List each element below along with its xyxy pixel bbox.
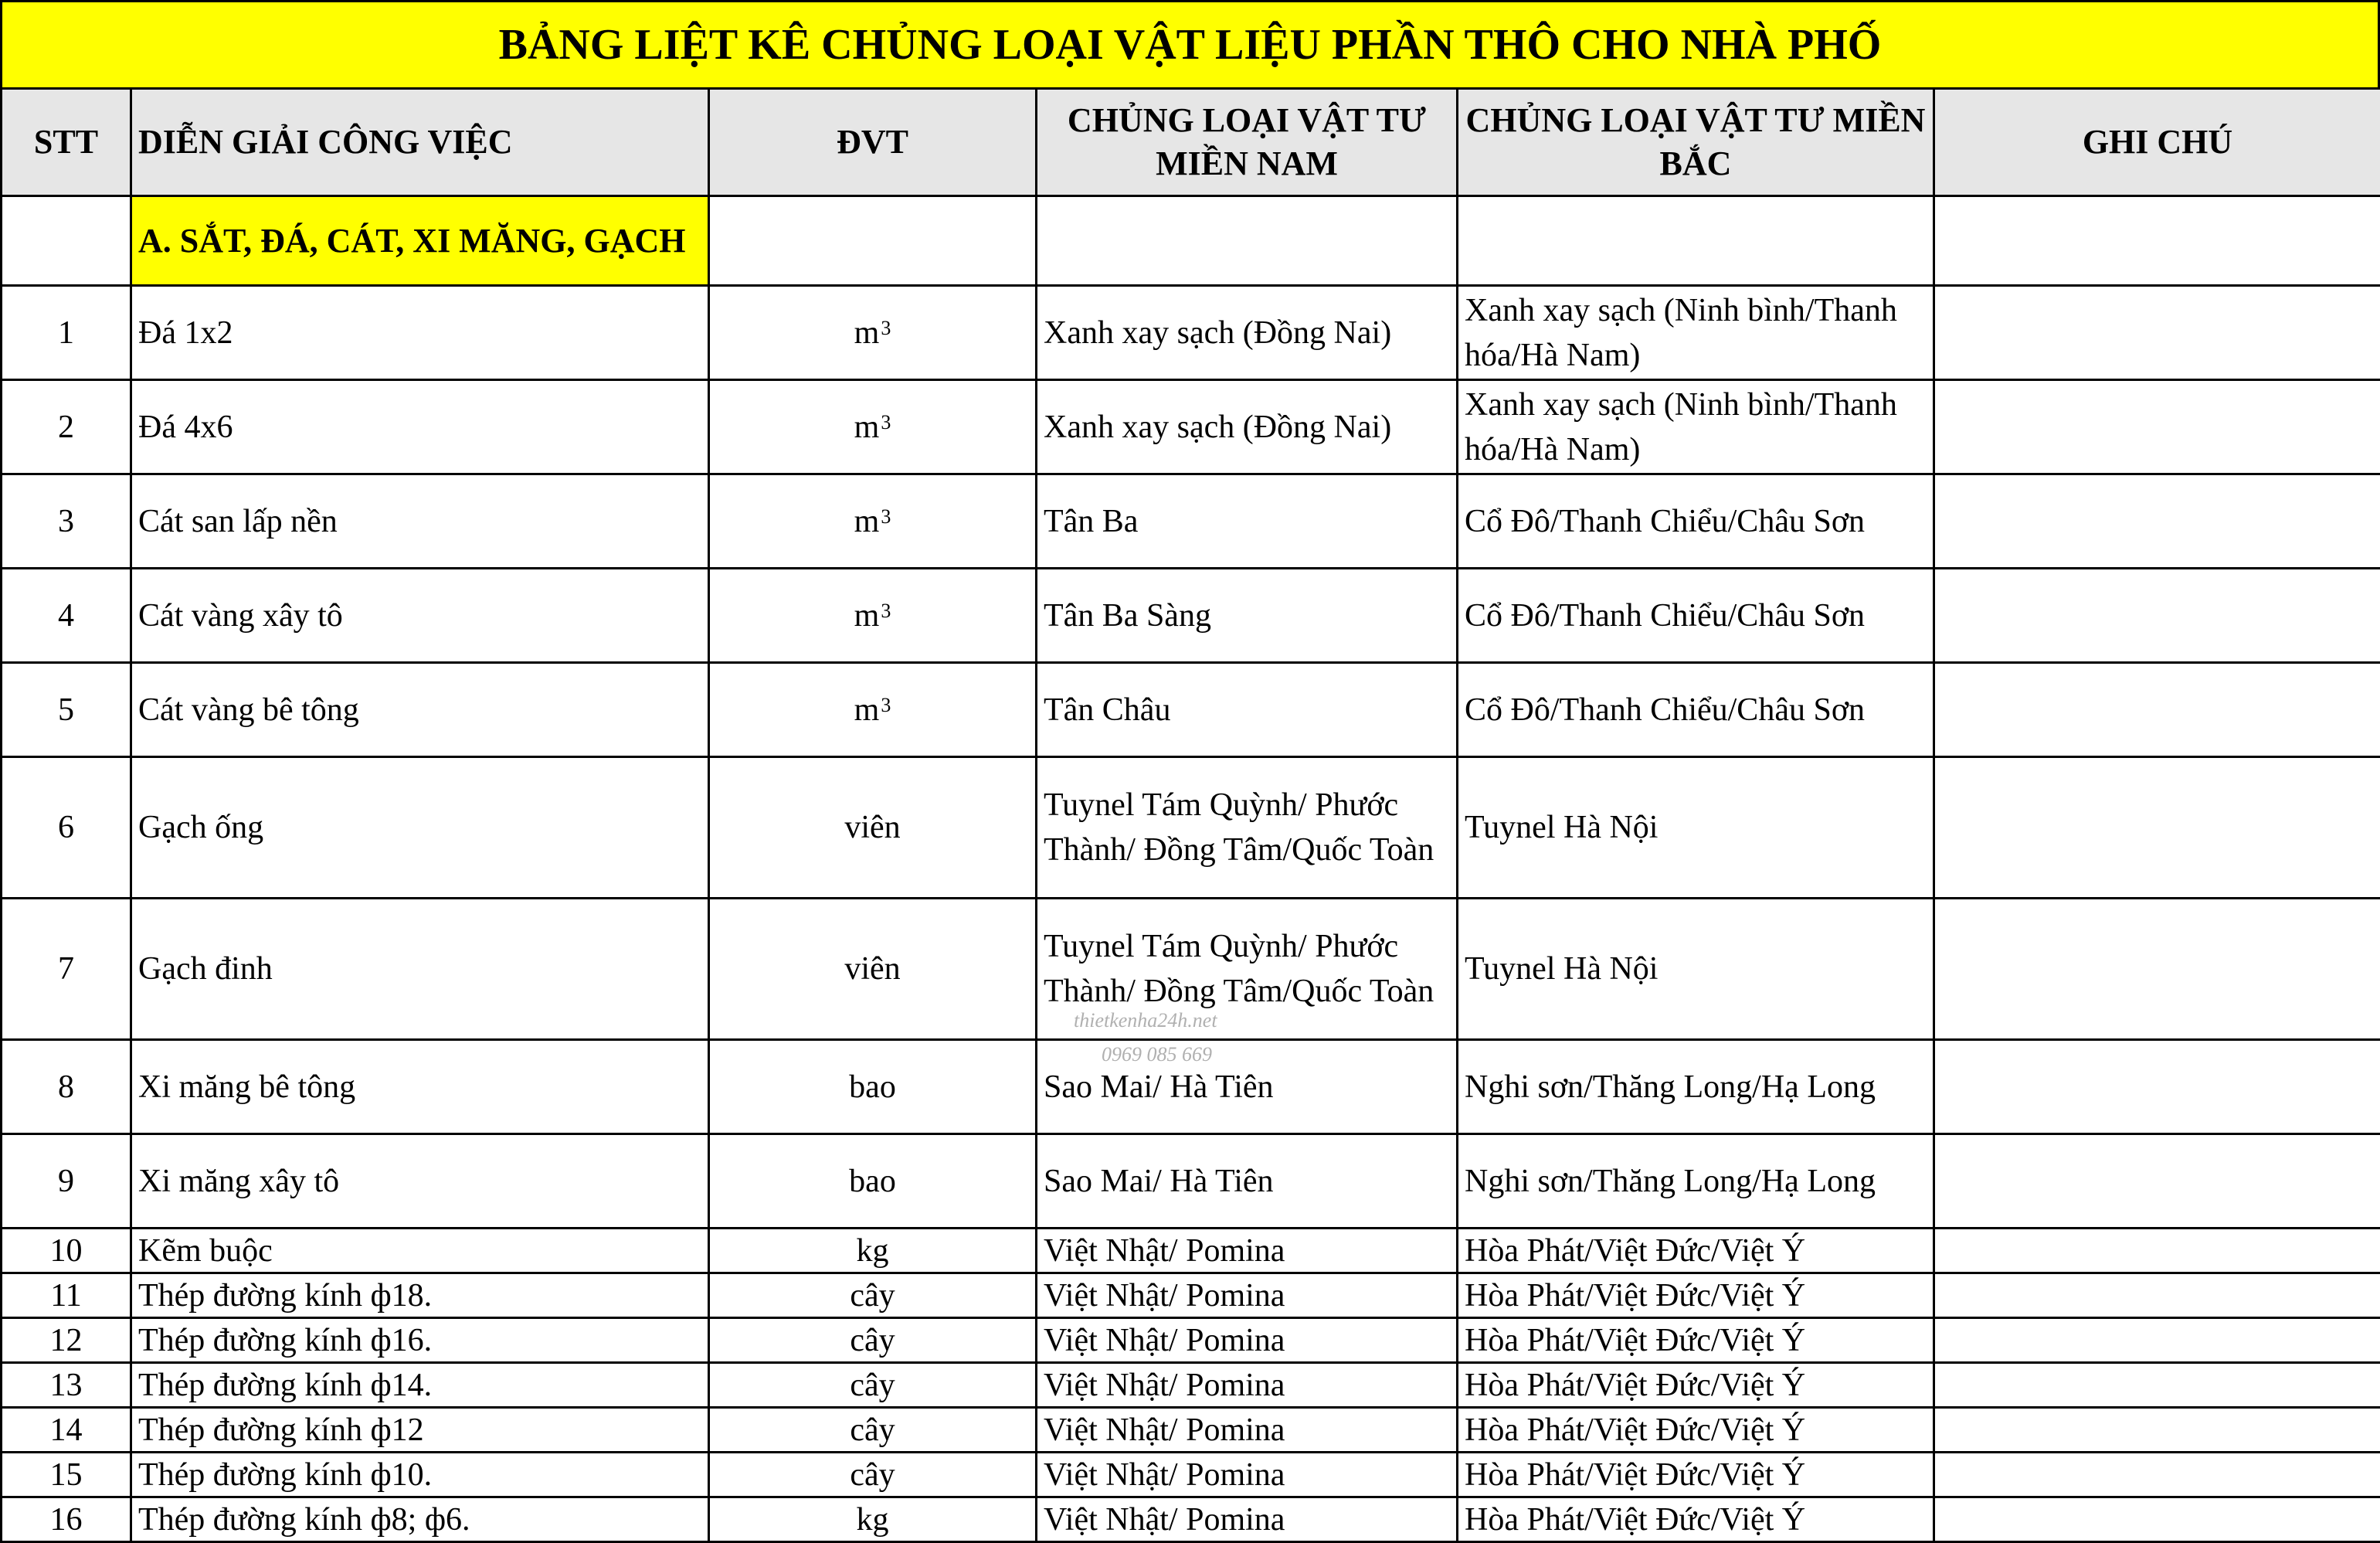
table-row [2, 1273, 2380, 1318]
header-stt: STT [2, 89, 131, 196]
cell-description: Xi măng xây tô [131, 1134, 709, 1229]
cell-north: Tuynel Hà Nội [1458, 757, 1934, 899]
cell-note [1934, 1040, 2380, 1134]
sheet-title: BẢNG LIỆT KÊ CHỦNG LOẠI VẬT LIỆU PHẦN THÔ CHO NHÀ PHỐ [0, 0, 2380, 90]
cell-unit: cây [709, 1453, 1037, 1497]
watermark-site: thietkenha24h.net [1074, 1009, 1217, 1032]
cell-south: Việt Nhật/ Pomina [1037, 1408, 1458, 1453]
cell-south: Sao Mai/ Hà Tiên [1037, 1040, 1458, 1134]
cell-note [1934, 1453, 2380, 1497]
cell-unit: cây [709, 1363, 1037, 1408]
cell-description: Xi măng bê tông [131, 1040, 709, 1134]
cell-stt: 10 [2, 1229, 131, 1273]
cell-stt: 1 [2, 286, 131, 380]
table-row [2, 1134, 2380, 1229]
cell-description: Thép đường kính ф12 [131, 1408, 709, 1453]
unit-text: m [854, 410, 880, 445]
cell-north: Tuynel Hà Nội [1458, 899, 1934, 1040]
table-row [2, 663, 2380, 757]
cell-stt: 14 [2, 1408, 131, 1453]
cell-note [1934, 569, 2380, 663]
cell-note [1934, 1318, 2380, 1363]
header-row [2, 89, 2380, 196]
cell-south: Việt Nhật/ Pomina [1037, 1273, 1458, 1318]
cell-stt: 12 [2, 1318, 131, 1363]
cell-unit: cây [709, 1318, 1037, 1363]
cell-south: Việt Nhật/ Pomina [1037, 1497, 1458, 1542]
cell-description: Thép đường kính ф8; ф6. [131, 1497, 709, 1542]
unit-superscript: 3 [881, 505, 891, 528]
cell-description: Cát vàng bê tông [131, 663, 709, 757]
table-row [2, 474, 2380, 569]
cell-stt: 11 [2, 1273, 131, 1318]
cell-south: Tân Ba [1037, 474, 1458, 569]
cell-unit: bao [709, 1134, 1037, 1229]
cell-north: Cổ Đô/Thanh Chiểu/Châu Sơn [1458, 569, 1934, 663]
cell-note [1934, 663, 2380, 757]
cell-south: Việt Nhật/ Pomina [1037, 1453, 1458, 1497]
cell-note [1934, 474, 2380, 569]
cell-unit: bao [709, 1040, 1037, 1134]
cell-north: Hòa Phát/Việt Đức/Việt Ý [1458, 1408, 1934, 1453]
table-row [2, 1229, 2380, 1273]
cell-stt: 4 [2, 569, 131, 663]
cell-north: Xanh xay sạch (Ninh bình/Thanh hóa/Hà Nam) [1458, 286, 1934, 380]
section-stt-cell [2, 196, 131, 286]
cell-note [1934, 286, 2380, 380]
cell-note [1934, 757, 2380, 899]
cell-description: Thép đường kính ф18. [131, 1273, 709, 1318]
header-north: CHỦNG LOẠI VẬT TƯ MIỀN BẮC [1458, 89, 1934, 196]
section-note-cell [1934, 196, 2380, 286]
cell-north: Hòa Phát/Việt Đức/Việt Ý [1458, 1229, 1934, 1273]
cell-description: Gạch đinh [131, 899, 709, 1040]
cell-note [1934, 1134, 2380, 1229]
cell-stt: 8 [2, 1040, 131, 1134]
table-body [2, 286, 2380, 1542]
cell-stt: 6 [2, 757, 131, 899]
cell-north: Hòa Phát/Việt Đức/Việt Ý [1458, 1318, 1934, 1363]
cell-note [1934, 1497, 2380, 1542]
cell-south: Tuynel Tám Quỳnh/ Phước Thành/ Đồng Tâm/Quốc Toàn [1037, 899, 1458, 1040]
cell-unit [709, 663, 1037, 757]
cell-description: Cát san lấp nền [131, 474, 709, 569]
table-row [2, 757, 2380, 899]
cell-north: Hòa Phát/Việt Đức/Việt Ý [1458, 1363, 1934, 1408]
table-row [2, 1318, 2380, 1363]
cell-south: Tuynel Tám Quỳnh/ Phước Thành/ Đồng Tâm/Quốc Toàn [1037, 757, 1458, 899]
table-row [2, 569, 2380, 663]
materials-table [0, 87, 2380, 1543]
cell-unit [709, 474, 1037, 569]
cell-note [1934, 1229, 2380, 1273]
table-row [2, 1363, 2380, 1408]
cell-south: Xanh xay sạch (Đồng Nai) [1037, 380, 1458, 474]
table-row [2, 1453, 2380, 1497]
header-description: DIỄN GIẢI CÔNG VIỆC [131, 89, 709, 196]
cell-north: Hòa Phát/Việt Đức/Việt Ý [1458, 1453, 1934, 1497]
table-row [2, 1408, 2380, 1453]
cell-stt: 7 [2, 899, 131, 1040]
cell-description: Kẽm buộc [131, 1229, 709, 1273]
cell-south: Việt Nhật/ Pomina [1037, 1229, 1458, 1273]
cell-north: Nghi sơn/Thăng Long/Hạ Long [1458, 1040, 1934, 1134]
cell-unit: kg [709, 1229, 1037, 1273]
cell-north: Xanh xay sạch (Ninh bình/Thanh hóa/Hà Nam) [1458, 380, 1934, 474]
unit-superscript: 3 [881, 600, 891, 622]
cell-stt: 5 [2, 663, 131, 757]
section-north-cell [1458, 196, 1934, 286]
cell-unit: cây [709, 1408, 1037, 1453]
section-unit-cell [709, 196, 1037, 286]
cell-stt: 9 [2, 1134, 131, 1229]
cell-stt: 2 [2, 380, 131, 474]
unit-text: m [854, 598, 880, 634]
cell-note [1934, 1408, 2380, 1453]
cell-note [1934, 899, 2380, 1040]
cell-south: Xanh xay sạch (Đồng Nai) [1037, 286, 1458, 380]
cell-unit: viên [709, 757, 1037, 899]
cell-stt: 15 [2, 1453, 131, 1497]
cell-south: Tân Ba Sàng [1037, 569, 1458, 663]
cell-description: Đá 4x6 [131, 380, 709, 474]
table-row [2, 1497, 2380, 1542]
cell-note [1934, 1273, 2380, 1318]
cell-description: Thép đường kính ф16. [131, 1318, 709, 1363]
cell-north: Hòa Phát/Việt Đức/Việt Ý [1458, 1273, 1934, 1318]
watermark-phone: 0969 085 669 [1102, 1043, 1212, 1066]
header-unit: ĐVT [709, 89, 1037, 196]
cell-north: Hòa Phát/Việt Đức/Việt Ý [1458, 1497, 1934, 1542]
unit-text: m [854, 692, 880, 728]
cell-unit [709, 569, 1037, 663]
cell-note [1934, 380, 2380, 474]
table-row [2, 286, 2380, 380]
unit-text: m [854, 315, 880, 351]
cell-south: Tân Châu [1037, 663, 1458, 757]
cell-north: Nghi sơn/Thăng Long/Hạ Long [1458, 1134, 1934, 1229]
cell-north: Cổ Đô/Thanh Chiểu/Châu Sơn [1458, 663, 1934, 757]
unit-superscript: 3 [881, 317, 891, 339]
cell-stt: 16 [2, 1497, 131, 1542]
cell-description: Thép đường kính ф10. [131, 1453, 709, 1497]
section-south-cell [1037, 196, 1458, 286]
header-note: GHI CHÚ [1934, 89, 2380, 196]
cell-unit [709, 286, 1037, 380]
cell-south: Sao Mai/ Hà Tiên [1037, 1134, 1458, 1229]
cell-description: Cát vàng xây tô [131, 569, 709, 663]
table-row [2, 380, 2380, 474]
section-row [2, 196, 2380, 286]
unit-text: m [854, 504, 880, 539]
cell-stt: 3 [2, 474, 131, 569]
cell-south: Việt Nhật/ Pomina [1037, 1318, 1458, 1363]
unit-superscript: 3 [881, 694, 891, 716]
cell-north: Cổ Đô/Thanh Chiểu/Châu Sơn [1458, 474, 1934, 569]
cell-unit [709, 380, 1037, 474]
cell-note [1934, 1363, 2380, 1408]
cell-unit: kg [709, 1497, 1037, 1542]
cell-description: Thép đường kính ф14. [131, 1363, 709, 1408]
cell-stt: 13 [2, 1363, 131, 1408]
cell-unit: cây [709, 1273, 1037, 1318]
cell-unit: viên [709, 899, 1037, 1040]
section-title: A. SẮT, ĐÁ, CÁT, XI MĂNG, GẠCH [131, 196, 709, 286]
unit-superscript: 3 [881, 411, 891, 433]
cell-south: Việt Nhật/ Pomina [1037, 1363, 1458, 1408]
cell-description: Gạch ống [131, 757, 709, 899]
cell-description: Đá 1x2 [131, 286, 709, 380]
header-south: CHỦNG LOẠI VẬT TƯ MIỀN NAM [1037, 89, 1458, 196]
